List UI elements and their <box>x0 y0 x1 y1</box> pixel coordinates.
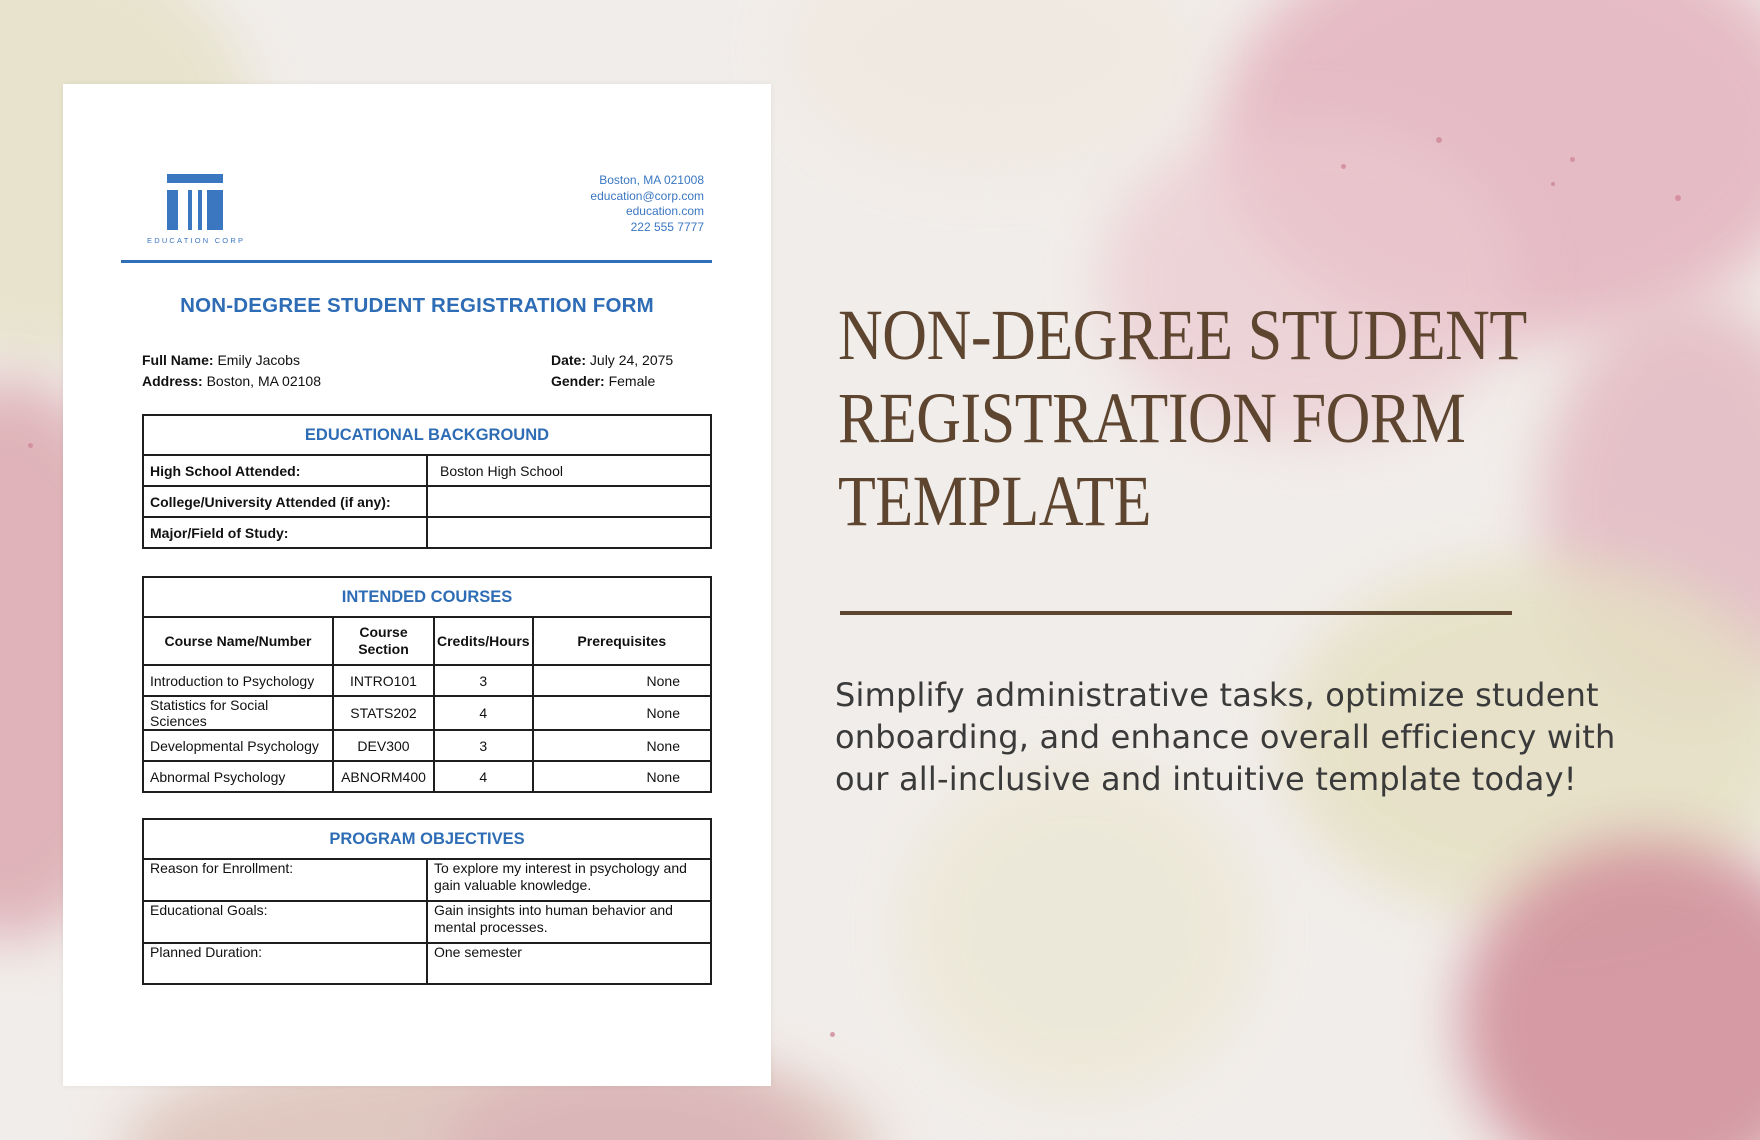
contact-phone: 222 555 7777 <box>630 219 704 234</box>
promo-description: Simplify administrative tasks, optimize student onboarding, and enhance overall efficiency with our all-inclusive and intuitive template today! <box>835 676 1616 798</box>
table-row: Major/Field of Study: <box>143 517 711 548</box>
address-field: Address: Boston, MA 02108 <box>142 373 321 389</box>
table-row: Educational Goals: Gain insights into human behavior and mental processes. <box>143 901 711 943</box>
section-title: PROGRAM OBJECTIVES <box>143 819 711 859</box>
student-info-right <box>551 350 673 392</box>
header-divider <box>121 260 712 263</box>
table-header-row <box>143 617 711 665</box>
column-header: Prerequisites <box>533 617 711 665</box>
form-title: NON-DEGREE STUDENT REGISTRATION FORM <box>180 294 654 317</box>
student-info-left <box>142 350 321 392</box>
promo-title-line: NON-DEGREE STUDENT <box>838 295 1527 375</box>
table-row: Introduction to Psychology INTRO101 3 None <box>143 665 711 696</box>
column-header: Course Section <box>333 617 434 665</box>
section-title: EDUCATIONAL BACKGROUND <box>143 415 711 455</box>
full-name-field: Full Name: Emily Jacobs <box>142 352 300 368</box>
contact-website: education.com <box>625 204 704 218</box>
contact-address: Boston, MA 021008 <box>599 173 704 187</box>
column-header: Course Name/Number <box>143 617 333 665</box>
table-row: College/University Attended (if any): <box>143 486 711 517</box>
program-objectives-table <box>142 818 712 985</box>
promo-divider <box>840 611 1512 615</box>
columns-logo-icon <box>167 174 223 230</box>
intended-courses-table <box>142 576 712 793</box>
promo-title-line: TEMPLATE <box>838 461 1152 541</box>
date-field: Date: July 24, 2075 <box>551 352 674 368</box>
document-page <box>63 84 771 1086</box>
gender-field: Gender: Female <box>551 373 656 389</box>
company-name: EDUCATION CORP <box>147 236 246 245</box>
section-title: INTENDED COURSES <box>143 577 711 617</box>
column-header: Credits/Hours <box>434 617 533 665</box>
promo-title-line: REGISTRATION FORM <box>838 378 1466 458</box>
table-row: Planned Duration: One semester <box>143 943 711 984</box>
table-row: Statistics for Social Sciences STATS202 4 None <box>143 696 711 730</box>
contact-email: education@corp.com <box>590 188 704 203</box>
contact-block <box>590 173 704 235</box>
table-row: Reason for Enrollment: To explore my interest in psychology and gain valuable knowledge. <box>143 859 711 901</box>
promo-title <box>838 294 1612 543</box>
table-row: Abnormal Psychology ABNORM400 4 None <box>143 761 711 792</box>
table-row: Developmental Psychology DEV300 3 None <box>143 730 711 761</box>
table-row: High School Attended: Boston High School <box>143 455 711 486</box>
educational-background-table <box>142 414 712 549</box>
